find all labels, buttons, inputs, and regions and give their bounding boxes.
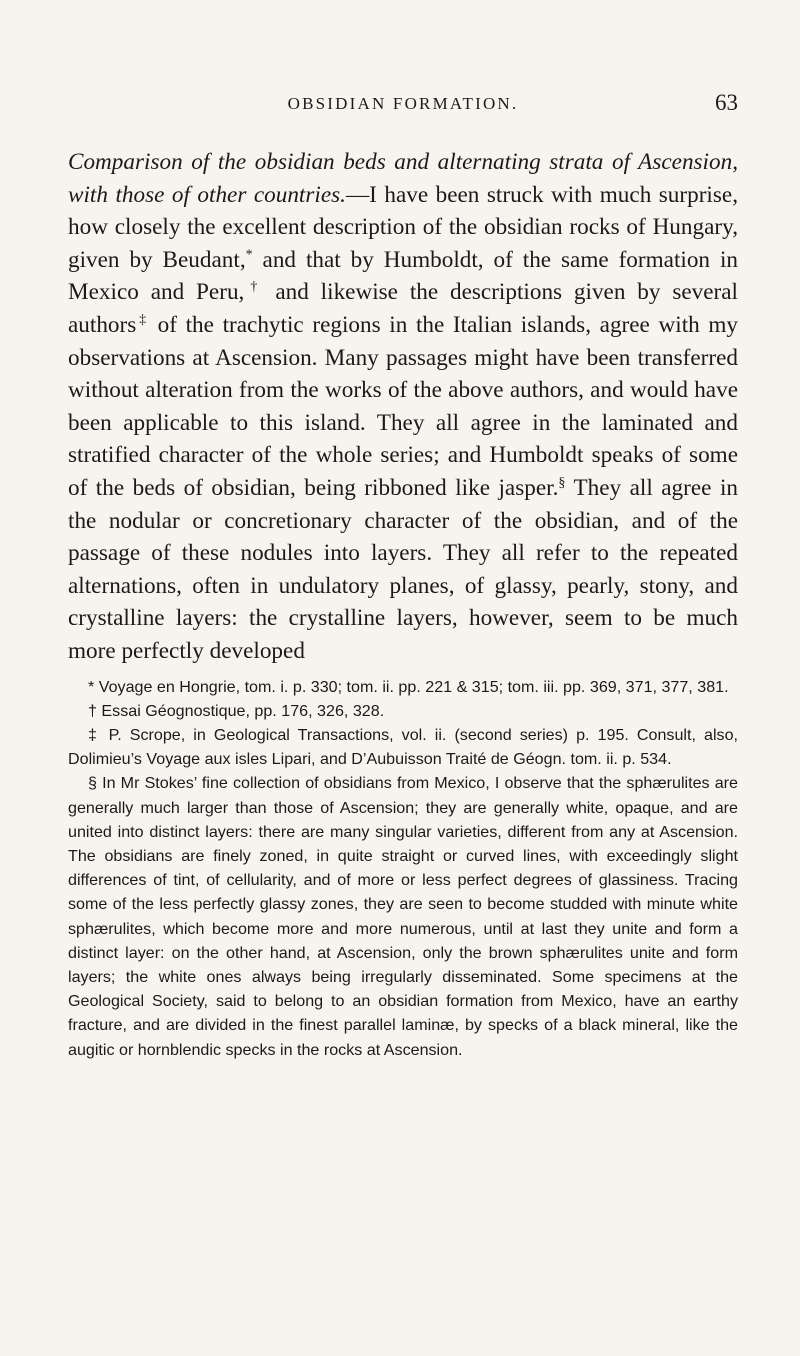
running-head bbox=[68, 92, 738, 128]
section-heading: Comparison of the obsidian beds and alternating strata of Ascension, with those of other countries. bbox=[68, 149, 738, 208]
footnote-3: ‡ P. Scrope, in Geological Transactions, vol. ii. (second series) p. 195. Consult, also, Dolimieu’s Voyage aux isles Lipari, and D’Aubuisson Traité de Géogn. tom. ii. p. 534. bbox=[68, 725, 738, 769]
paragraph-text-1: I have been struck with much surprise, how closely the excellent description of the obsidian rocks of Hungary, given by Beudant, bbox=[68, 181, 738, 273]
book-page bbox=[68, 92, 738, 1062]
footnote-2: † Essai Géognostique, pp. 176, 326, 328. bbox=[88, 701, 385, 720]
footnotes bbox=[68, 675, 738, 1062]
paragraph-text-5: They all agree in the nodular or concretionary character of the obsidian, and of the passage of these nodules into layers. They all refer to the repeated alternations, often in undulatory planes, of glassy, pearly, stony, and crystalline layers: the crystalline layers, however, seem to be much more perfectly developed bbox=[68, 474, 738, 664]
footnote-4: § In Mr Stokes’ fine collection of obsidians from Mexico, I observe that the sphærulites are generally much larger than those of Ascension; they are generally white, opaque, and are united into distinct layers: there are many singular varieties, different from any at Ascension. The obsidians are finely zoned, in quite straight or curved lines, with exceedingly slight differences of tint, of cellularity, and of more or less perfect degrees of glassiness. Tracing some of the less perfectly glassy zones, they are seen to become studded with minute white sphærulites, which become more and more numerous, until at last they unite and form a distinct layer: on the other hand, at Ascension, only the brown sphærulites unite and form layers; the white ones always being irregularly disseminated. Some specimens at the Geological Society, said to belong to an obsidian formation from Mexico, have an earthy fracture, and are divided in the finest parallel laminæ, by specks of a black mineral, like the augitic or hornblendic specks in the rocks at Ascension. bbox=[68, 774, 738, 1059]
paragraph-text-2: and that by Humboldt, of the same formation in Mexico and Peru, bbox=[68, 246, 738, 306]
page-number: 63 bbox=[715, 90, 738, 115]
body-paragraph bbox=[68, 146, 738, 668]
paragraph-text-3: and likewise the descriptions given by several authors bbox=[68, 279, 739, 338]
footnote-ref-1: * bbox=[245, 247, 253, 263]
em-dash: — bbox=[345, 181, 370, 208]
footnote-ref-2: † bbox=[244, 279, 264, 295]
footnote-ref-3: ‡ bbox=[136, 312, 149, 328]
footnote-ref-4: § bbox=[558, 475, 566, 491]
footnote-1: * Voyage en Hongrie, tom. i. p. 330; tom. ii. pp. 221 & 315; tom. iii. pp. 369, 371, 377, 381. bbox=[88, 677, 729, 696]
paragraph-text-4: of the trachytic regions in the Italian islands, agree with my observations at Ascension. Many passages might have been transferred without alteration from the works of the above authors, and would have been applicable to this island. They all agree in the laminated and stratified character of the whole series; and Humboldt speaks of some of the beds of obsidian, being ribboned like jasper. bbox=[68, 311, 739, 501]
running-title: OBSIDIAN FORMATION. bbox=[287, 94, 519, 113]
